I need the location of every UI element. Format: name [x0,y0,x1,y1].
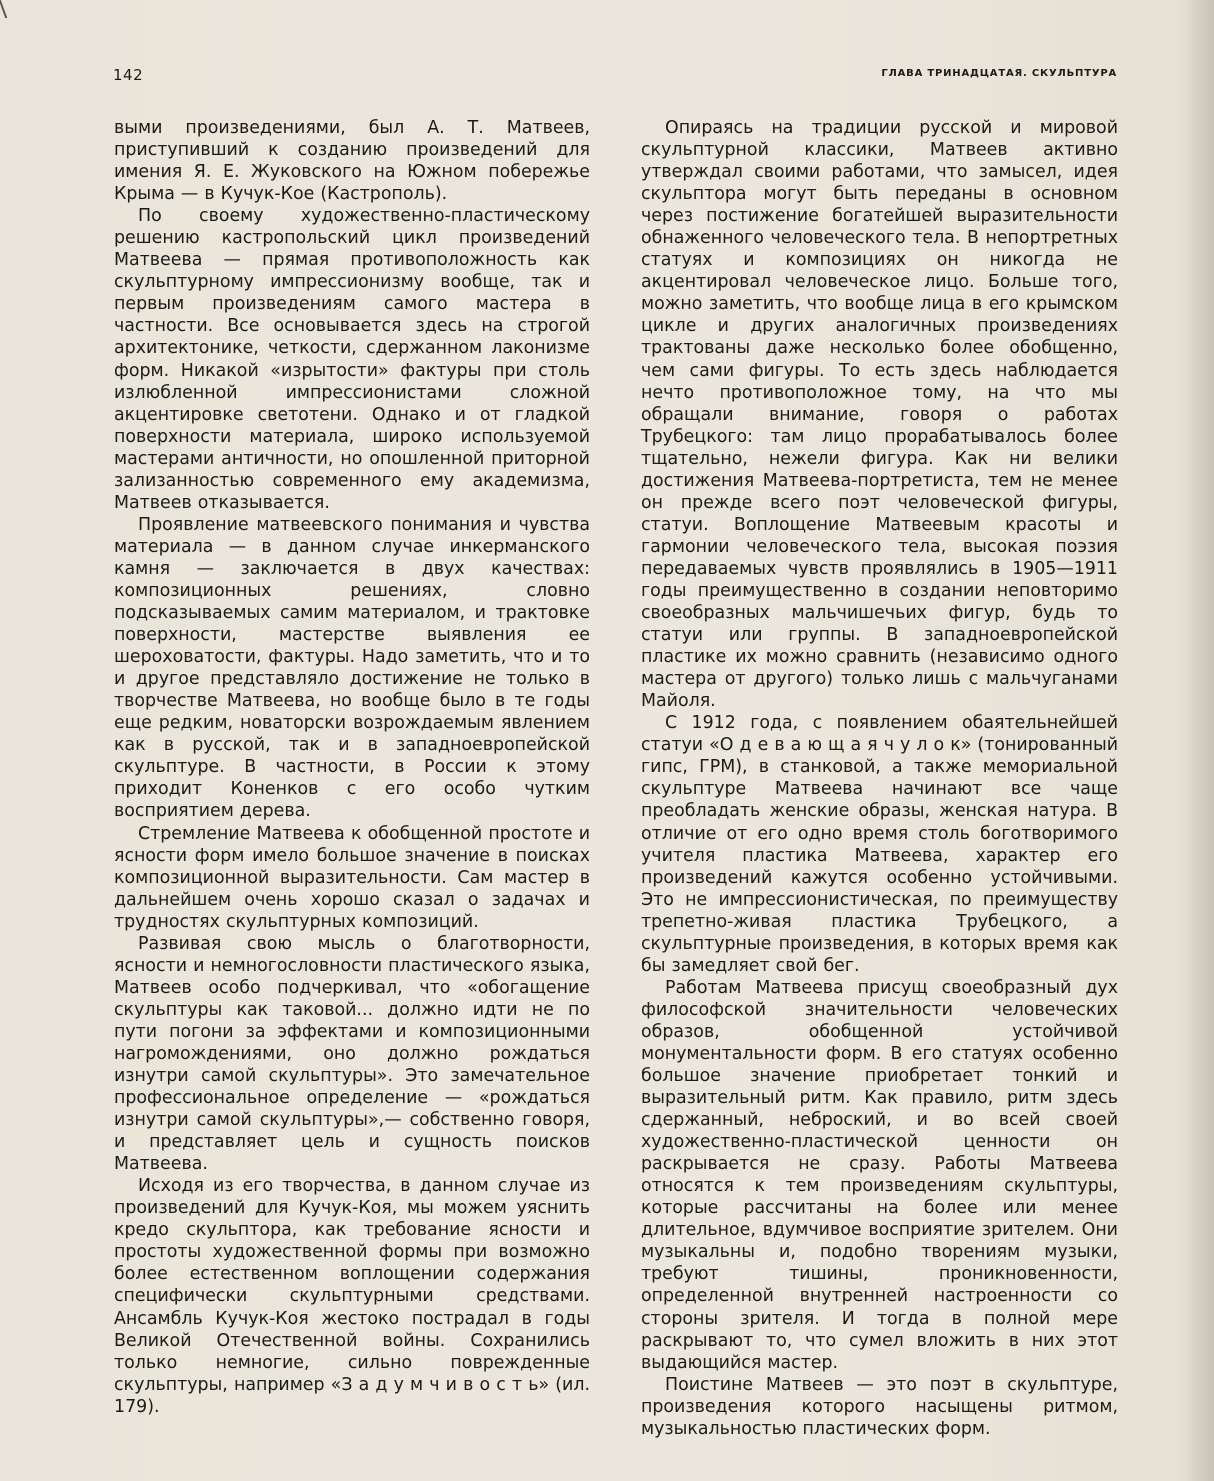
paragraph: Проявление матвеевского понимания и чувства материала — в данном случае инкерманского камня — заключается в двух качествах: композиционных решениях, словно подсказываемых самим материалом, и трактовке поверхности, мастерстве выявления ее шероховатости, фактуры. Надо заметить, что и то и другое представляло достижение не только в творчестве Матвеева, но вообще было в те годы еще редким, новаторски возрождаемым явлением как в русской, так и в западноевропейской скульптуре. В частности, в России к этому приходит Коненков с его особо чутким восприятием дерева. [114,514,590,822]
page-edge-shadow [1186,0,1214,1481]
page-number: 142 [113,66,144,84]
paragraph: Работам Матвеева присущ своеобразный дух философской значительности человеческих образов, обобщенной устойчивой монументальности форм. В его статуях особенно большое значение приобретает тонкий и выразительный ритм. Как правило, ритм здесь сдержанный, неброский, и во всей своей художественно-пластической ценности он раскрывается не сразу. Работы Матвеева относятся к тем произведениям скульптуры, которые рассчитаны на более или менее длительное, вдумчивое восприятие зрителем. Они музыкальны и, подобно творениям музыки, требуют тишины, проникновенности, определенной внутренней настроенности со стороны зрителя. И тогда в полной мере раскрывают то, что сумел вложить в них этот выдающийся мастер. [641,977,1118,1373]
paragraph: По своему художественно-пластическому решению кастропольский цикл произведений Матвеева — прямая противоположность как скульптурному импрессионизму вообще, так и первым произведениям самого мастера в частности. Все основывается здесь на строгой архитектонике, четкости, сдержанном лаконизме форм. Никакой «изрытости» фактуры при столь излюбленной импрессионистами сложной акцентировке светотени. Однако и от гладкой поверхности материала, широко используемой мастерами античности, но опошленной приторной зализанностью современного ему академизма, Матвеев отказывается. [114,206,590,513]
paragraph: Поистине Матвеев — это поэт в скульптуре, произведения которого насыщены ритмом, музыкальностью пластических форм. [641,1374,1118,1439]
right-column [641,117,1118,1440]
paragraph: Стремление Матвеева к обобщенной простоте и ясности форм имело большое значение в поисках композиционной выразительности. Сам мастер в дальнейшем очень хорошо сказал о задачах и трудностях скульптурных композиций. [114,823,590,932]
paragraph: Опираясь на традиции русской и мировой скульптурной классики, Матвеев активно утверждал своими работами, что замысел, идея скульптора могут быть переданы в основном через постижение богатейшей выразительности обнаженного человеческого тела. В непортретных статуях и композициях он никогда не акцентировал человеческое лицо. Больше того, можно заметить, что вообще лица в его крымском цикле и других аналогичных произведениях трактованы даже несколько более обобщенно, чем сами фигуры. То есть здесь наблюдается нечто противоположное тому, на что мы обращали внимание, говоря о работах Трубецкого: там лицо прорабатывалось более тщательно, нежели фигура. Как ни велики достижения Матвеева-портретиста, тем не менее он прежде всего поэт человеческой фигуры, статуи. Воплощение Матвеевым красоты и гармонии человеческого тела, высокая поэзия передаваемых чувств проявлялись в 1905—1911 годы преимущественно в создании неповторимо своеобразных мальчишечьих фигур, будь то статуи или группы. В западноевропейской пластике их можно сравнить (независимо одного мастера от другого) только лишь с мальчуганами Майоля. [641,118,1118,712]
paragraph: Развивая свою мысль о благотворности, ясности и немногословности пластического языка, Матвеев особо подчеркивал, что «обогащение скульптуры как таковой... должно идти не по пути погони за эффектами и композиционными нагромождениями, оно должно рождаться изнутри самой скульптуры». Это замечательное профессиональное определение — «рождаться изнутри самой скульптуры»,— собственно говоря, и представляет цель и сущность поисков Матвеева. [114,933,590,1175]
left-column [114,117,590,1418]
paragraph: С 1912 года, с появлением обаятельнейшей статуи «О д е в а ю щ а я ч у л о к» (тонированный гипс, ГРМ), в станковой, а также мемориальной скульптуре Матвеева начинают все чаще преобладать женские образы, женская натура. В отличие от его одно время столь боготворимого учителя пластика Матвеева, характер его произведений кажутся особенно устойчивыми. Это не импрессионистическая, по преимуществу трепетно-живая пластика Трубецкого, а скульптурные произведения, в которых время как бы замедляет свой бег. [641,713,1118,976]
running-head: ГЛАВА ТРИНАДЦАТАЯ. СКУЛЬПТУРА [881,68,1117,79]
page-corner-mark [0,0,23,18]
paragraph: Исходя из его творчества, в данном случае из произведений для Кучук-Коя, мы можем уяснить кредо скульптора, как требование ясности и простоты художественной формы при возможно более естественном воплощении содержания специфически скульптурными средствами. Ансамбль Кучук-Коя жестоко пострадал в годы Великой Отечественной войны. Сохранились только немногие, сильно поврежденные скульптуры, например «З а д у м ч и в о с т ь» (ил. 179). [114,1176,590,1417]
paragraph: выми произведениями, был А. Т. Матвеев, приступивший к созданию произведений для имения Я. Е. Жуковского на Южном побережье Крыма — в Кучук-Кое (Кастрополь). [114,118,590,205]
